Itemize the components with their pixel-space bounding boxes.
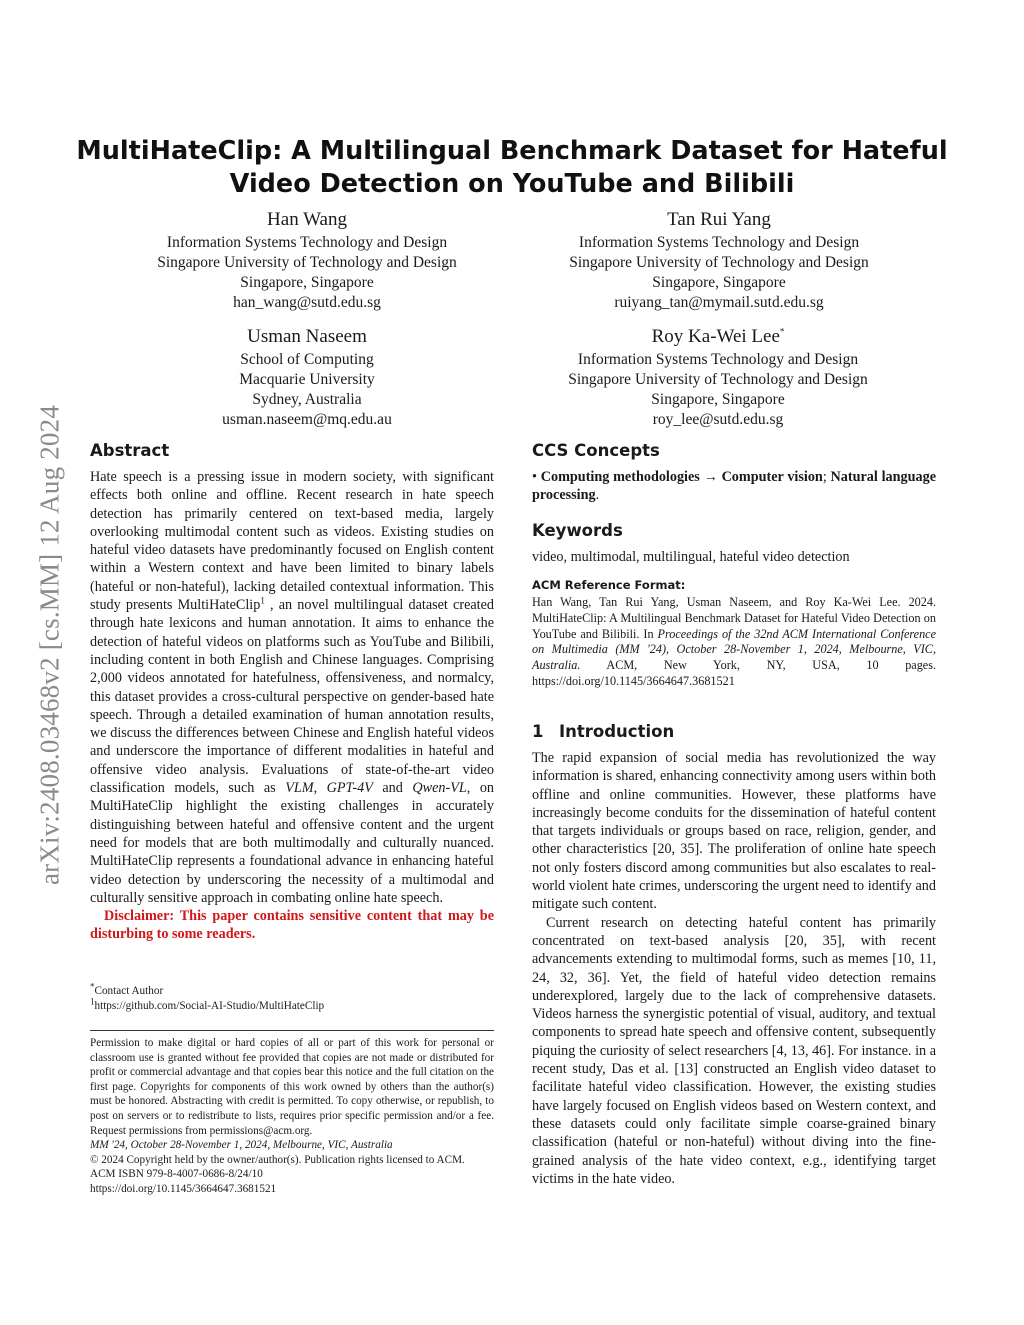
author-email: han_wang@sutd.edu.sg [233, 294, 381, 311]
acm-reference-section [532, 578, 936, 690]
footnote-ref: 1 [260, 595, 265, 606]
author-location: Singapore, Singapore [240, 274, 374, 291]
disclaimer: Disclaimer: This paper contains sensitive content that may be disturbing to some readers. [90, 908, 494, 943]
author-location: Singapore, Singapore [651, 391, 785, 408]
author-location: Singapore, Singapore [652, 274, 786, 291]
author-block-roy-lee [508, 325, 928, 430]
keywords-section [532, 521, 936, 566]
model-name: Qwen-VL [412, 780, 467, 797]
arxiv-identifier: arXiv:2408.03468v2 [cs.MM] 12 Aug 2024 [34, 404, 65, 886]
author-email: ruiyang_tan@mymail.sutd.edu.sg [614, 294, 824, 311]
ccs-concepts: • Computing methodologies → Computer vision; Natural language processing. [532, 469, 937, 504]
introduction-section [532, 722, 936, 1188]
author-block-tan-rui-yang [509, 208, 929, 313]
author-affiliation: Information Systems Technology and Design [578, 234, 860, 251]
keywords-text: video, multimodal, multilingual, hateful video detection [532, 549, 850, 565]
abstract-heading: Abstract [90, 441, 170, 460]
author-name: Han Wang [267, 209, 347, 230]
author-affiliation: Information Systems Technology and Design [577, 351, 859, 368]
acm-reference-heading: ACM Reference Format: [532, 578, 686, 592]
ccs-section [532, 441, 936, 505]
author-location: Sydney, Australia [252, 391, 362, 408]
abstract-text: Hate speech is a pressing issue in modern society, with significant effects both online and offline. Recent research in hate speech detection has primarily centered on text-based media, largely overlooking multimodal content such as videos. Existing studies on hateful video datasets have predominantly focused on English content within a Western context and have been limited to binary labels (hateful or non-hateful), lacking detailed contextual information. This study presents MultiHateClip$^1$ , an novel multilingual dataset created through hate lexicons and human annotation. It aims to enhance the detection of hateful videos on platforms such as YouTube and Bilibili, including content in both English and Chinese languages. Comprising 2,000 videos annotated for hatefulness, offensiveness, and normalcy, this dataset provides a cross-cultural perspective on gender-based hate speech. Through a detailed examination of human annotation results, we discuss the differences between Chinese and English hateful videos and underscore the importance of different modalities in hateful and offensive video analysis. Evaluations of state-of-the-art video classification models, such as VLM, GPT-4V and Qwen-VL, on MultiHateClip highlight the existing challenges in accurately distinguishing between hateful and offensive content and the urgent need for models that are both multimodally and culturally nuanced. MultiHateClip represents a foundational advance in enhancing hateful video detection by underscoring the necessity of a multimodal and culturally sensitive approach in combating online hate speech. [90, 469, 494, 906]
author-name: Roy Ka-Wei Lee* [651, 326, 785, 347]
ccs-heading: CCS Concepts [532, 441, 660, 460]
keywords-heading: Keywords [532, 521, 623, 540]
intro-paragraph-1: The rapid expansion of social media has revolutionized the way information is shared, enhancing connectivity among users within both offline and online communities. However, these platforms have increasingly become conduits for the dissemination of hateful content that targets individuals or groups based on race, religion, gender, and other characteristics [20, 35]. The proliferation of online hate speech not only fosters discord among communities but also escalates to real-world violent hate crimes, underscoring the urgent need to identify and mitigate such content. [532, 750, 936, 913]
model-name: GPT-4V [326, 780, 373, 797]
acm-reference-text: Han Wang, Tan Rui Yang, Usman Naseem, and Roy Ka-Wei Lee. 2024. MultiHateClip: A Multilingual Benchmark Dataset for Hateful Video Detection on YouTube and Bilibili. In Proceedings of the 32nd ACM International Conference on Multimedia (MM '24), October 28-November 1, 2024, Melbourne, VIC, Australia. ACM, New York, NY, USA, 10 pages. https://doi.org/10.1145/3664647.3681521 [532, 595, 936, 688]
intro-paragraph-2: Current research on detecting hateful content has primarily concentrated on text-based analysis [20, 35], with recent advancements extending to multimodal forms, such as memes [10, 11, 24, 32, 36]. Yet, the field of hateful video detection remains underexplored, largely due to the lack of comprehensive datasets. Videos harness the synergistic potential of visual, auditory, and textual components to spread hate speech and offensive content, subsequently piquing the curiosity of select researchers [4, 13, 46]. For instance. in a recent study, Das et al. [13] constructed an English video dataset to facilitate hateful video classification. However, the existing studies have largely focused on English videos based on Western context, and these datasets could only facilitate simple coarse-grained binary classification (hateful or non-hateful) without diving into the fine-grained analysis of the hate video context, e.g., identifying target victims in the hate video. [532, 914, 936, 1187]
author-affiliation: Macquarie University [239, 371, 375, 388]
author-block-han-wang [97, 208, 517, 313]
contact-author-marker: * [779, 326, 785, 337]
footnotes [90, 981, 494, 1013]
paper-title [70, 135, 954, 201]
introduction-heading: 1 Introduction [532, 722, 675, 741]
conference-venue: MM '24, October 28-November 1, 2024, Melbourne, VIC, Australia [90, 1139, 393, 1152]
author-block-usman-naseem [97, 325, 517, 430]
abstract-section [90, 441, 494, 944]
author-email: usman.naseem@mq.edu.au [222, 411, 392, 428]
author-name: Tan Rui Yang [667, 209, 771, 230]
model-name: VLM [285, 780, 314, 797]
permission-block [90, 1036, 494, 1197]
author-affiliation: Singapore University of Technology and Design [157, 254, 457, 271]
doi-link[interactable]: https://doi.org/10.1145/3664647.3681521 [90, 1182, 277, 1195]
permission-divider [90, 1030, 494, 1031]
author-affiliation: School of Computing [240, 351, 374, 368]
arxiv-sidebar-stamp [34, 345, 65, 945]
permission-text: Permission to make digital or hard copies of all or part of this work for personal or classroom use is granted without fee provided that copies are not made or distributed for profit or commercial advantage and that copies bear this notice and the full citation on the first page. Copyrights for components of this work owned by others than the author(s) must be honored. Abstracting with credit is permitted. To copy otherwise, or republish, to post on servers or to redistribute to lists, requires prior specific permission and/or a fee. Request permissions from permissions@acm.org. [90, 1037, 494, 1137]
author-email: roy_lee@sutd.edu.sg [652, 411, 784, 428]
author-affiliation: Singapore University of Technology and Design [568, 371, 868, 388]
footnote-url: $^1$https://github.com/Social-AI-Studio/MultiHateClip [90, 995, 325, 1012]
author-affiliation: Singapore University of Technology and Design [569, 254, 869, 271]
copyright-notice: © 2024 Copyright held by the owner/author(s). Publication rights licensed to ACM. [90, 1153, 465, 1166]
author-affiliation: Information Systems Technology and Design [166, 234, 448, 251]
footnote-contact: *Contact Author [90, 981, 164, 997]
title-line-1: MultiHateClip: A Multilingual Benchmark Dataset for Hateful [76, 136, 948, 166]
title-line-2: Video Detection on YouTube and Bilibili [229, 169, 795, 199]
isbn: ACM ISBN 979-8-4007-0686-8/24/10 [90, 1168, 263, 1181]
author-name: Usman Naseem [247, 326, 367, 347]
